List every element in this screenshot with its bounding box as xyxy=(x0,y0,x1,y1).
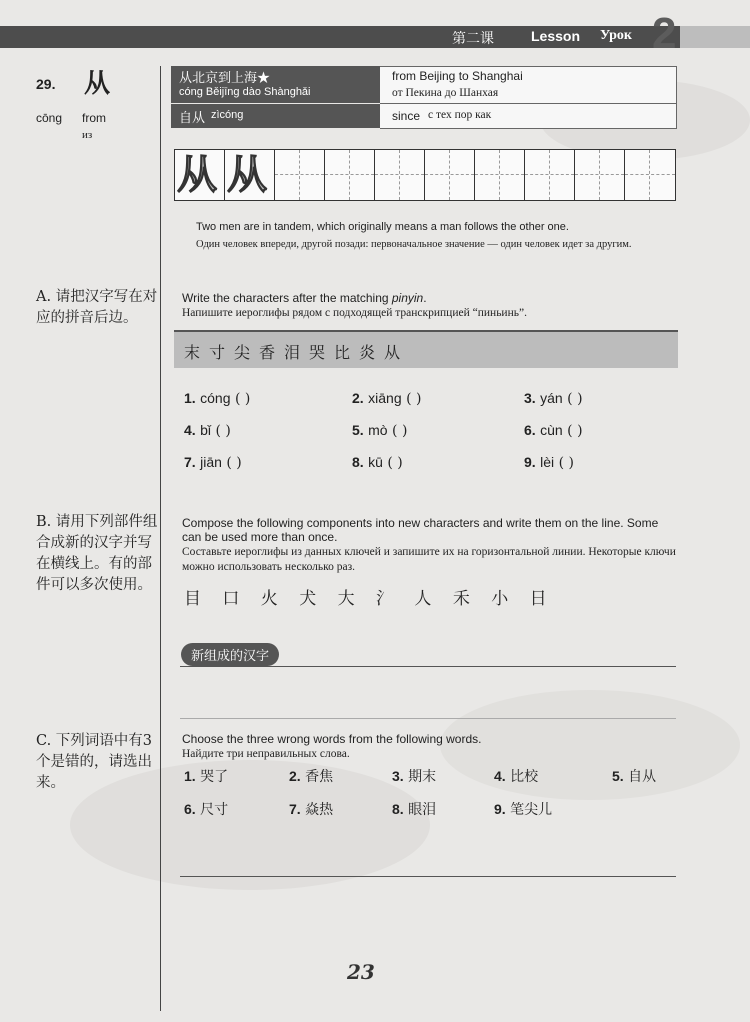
grid-cell-empty[interactable] xyxy=(325,150,375,200)
grid-cell-empty[interactable] xyxy=(425,150,475,200)
section-c-item[interactable]: 1. 哭了 xyxy=(184,768,229,785)
section-b-new-characters-tag: 新组成的汉字 xyxy=(181,643,279,666)
grid-cell-sample xyxy=(175,150,225,200)
word-2-english: since xyxy=(392,109,421,123)
grid-cell-sample xyxy=(225,150,275,200)
section-a-item[interactable]: 3. yán ( ) xyxy=(524,390,583,407)
sample-character: 从 xyxy=(177,151,217,198)
background-ghost-oval xyxy=(440,690,740,800)
page-number: 23 xyxy=(347,960,375,984)
section-c-instruction-ru: Найдите три неправильных слова. xyxy=(182,748,350,760)
grid-cell-empty[interactable] xyxy=(575,150,625,200)
section-c-label: C. 下列词语中有3个是错的，请选出来。 xyxy=(36,733,153,791)
grid-cell-empty[interactable] xyxy=(475,150,525,200)
section-b-label: B. 请用下列部件组合成新的汉字并写在横线上。有的部件可以多次使用。 xyxy=(36,514,158,593)
entry-character: 从 xyxy=(84,69,111,99)
section-c-item[interactable]: 4. 比校 xyxy=(494,768,539,785)
etymology-english: Two men are in tandem, which originally means a man follows the other one. xyxy=(196,221,569,233)
section-a-item[interactable]: 5. mò ( ) xyxy=(352,422,408,439)
section-a-instruction-en-pinyin: pinyin xyxy=(391,291,424,305)
section-a-label: A. 请把汉字写在对应的拼音后边。 xyxy=(36,289,158,326)
grid-cell-empty[interactable] xyxy=(375,150,425,200)
header-lesson-ru: Урок xyxy=(600,28,632,43)
section-c-answer-line[interactable] xyxy=(180,876,676,877)
section-c-item[interactable]: 5. 自从 xyxy=(612,768,657,785)
column-divider xyxy=(160,66,161,1011)
section-c-item[interactable]: 7. 焱热 xyxy=(289,801,334,818)
section-a-item[interactable]: 8. kū ( ) xyxy=(352,454,403,471)
section-a-instruction-en xyxy=(182,291,427,305)
word-2-chinese-box xyxy=(171,104,380,128)
word-1-translation-box xyxy=(380,66,677,104)
section-a-character-band xyxy=(174,330,678,368)
character-writing-grid xyxy=(174,149,676,201)
word-2-pinyin: zìcóng xyxy=(211,109,244,121)
header-lesson-number: 2 xyxy=(652,9,677,58)
section-a-instruction-en-end: . xyxy=(423,291,427,305)
section-b-divider xyxy=(180,718,676,719)
section-a-item[interactable]: 1. cóng ( ) xyxy=(184,390,251,407)
entry-english: from xyxy=(82,111,106,125)
etymology-russian: Один человек впереди, другой позади: первоначальное значение — один человек идет за другим. xyxy=(196,239,632,250)
section-a-item[interactable]: 7. jiān ( ) xyxy=(184,454,242,471)
word-1-english: from Beijing to Shanghai xyxy=(392,69,523,83)
entry-pinyin: cōng xyxy=(36,111,63,125)
section-a-instruction-en-text: Write the characters after the matching xyxy=(182,291,392,305)
grid-cell-empty[interactable] xyxy=(625,150,675,200)
section-a-item[interactable]: 4. bǐ ( ) xyxy=(184,422,231,439)
section-a-item[interactable]: 6. cùn ( ) xyxy=(524,422,583,439)
section-b-instruction-ru: Составьте иероглифы из данных ключей и запишите их на горизонтальной линии. Некоторые ключи можно использовать несколько раз. xyxy=(182,546,676,573)
sample-character: 从 xyxy=(227,151,267,198)
word-1-russian: от Пекина до Шанхая xyxy=(392,87,499,99)
grid-cell-empty[interactable] xyxy=(275,150,325,200)
header-lesson-cn: 第二课 xyxy=(452,31,494,47)
word-2-chinese: 自从 xyxy=(179,111,206,126)
header-lesson-en: Lesson xyxy=(531,28,581,44)
section-b-answer-line[interactable] xyxy=(180,666,676,667)
section-b-components: 目 口 火 犬 大 氵 人 禾 小 日 xyxy=(184,589,548,609)
section-c-instruction-en: Choose the three wrong words from the following words. xyxy=(182,732,482,746)
word-1-pinyin: cóng Běijīng dào Shànghǎi xyxy=(179,86,311,98)
section-a-instruction-ru: Напишите иероглифы рядом с подходящей транскрипцией “пиньинь”. xyxy=(182,307,527,319)
entry-russian: из xyxy=(82,129,93,141)
section-c-item[interactable]: 8. 眼泪 xyxy=(392,801,437,818)
section-a-item[interactable]: 9. lèi ( ) xyxy=(524,454,574,471)
word-1-chinese-box xyxy=(171,66,380,103)
section-a-characters: 末寸尖香泪哭比炎从 xyxy=(184,343,410,362)
entry-number: 29. xyxy=(36,76,56,92)
word-1-chinese: 从北京到上海★ xyxy=(179,71,271,86)
section-c-item[interactable]: 6. 尺寸 xyxy=(184,801,229,818)
section-c-item[interactable]: 2. 香焦 xyxy=(289,768,334,785)
section-c-item[interactable]: 3. 期末 xyxy=(392,768,437,785)
header-bar-tail xyxy=(680,26,750,48)
section-b-instruction-en: Compose the following components into new characters and write them on the line. Some can be used more than once. xyxy=(182,516,659,544)
section-a-item[interactable]: 2. xiāng ( ) xyxy=(352,390,422,407)
word-2-translation-box xyxy=(380,103,677,129)
grid-cell-empty[interactable] xyxy=(525,150,575,200)
word-2-russian: с тех пор как xyxy=(428,109,492,121)
section-c-item[interactable]: 9. 笔尖儿 xyxy=(494,801,553,818)
